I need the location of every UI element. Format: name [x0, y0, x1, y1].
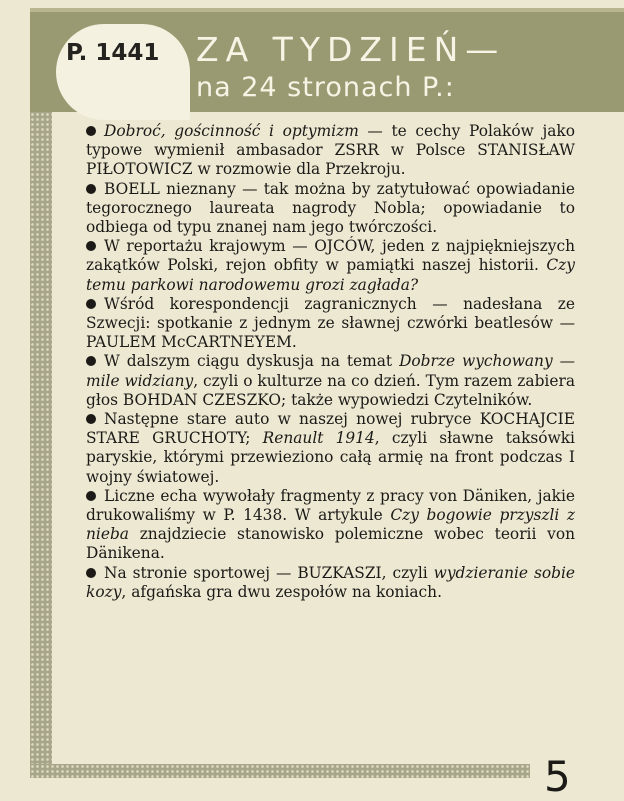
news-item: [86, 487, 575, 564]
issue-badge: [56, 24, 190, 120]
italic-phrase: Renault 1914: [262, 429, 375, 448]
news-item: [86, 410, 575, 487]
text-run: znajdziecie stanowisko polemiczne wobec teorii von Dänikena.: [86, 525, 575, 563]
page-number: 5: [544, 752, 571, 801]
text-run: , czyli sławne taksówki paryskie, którymi przewieziono całą armię na front podczas I wojny światowej.: [86, 429, 575, 486]
news-item: [86, 352, 575, 410]
bullet-icon: [86, 241, 96, 251]
italic-phrase: wydzieranie sobie kozy: [86, 563, 575, 601]
bullet-icon: [86, 299, 96, 309]
text-run: — te cechy Polaków jako typowe wymienił ambasador ZSRR w Polsce STANISŁAW PIŁOTOWICZ w rozmowie dla Przekroju.: [86, 122, 575, 179]
header-title: ZA TYDZIEŃ—: [196, 30, 506, 69]
italic-phrase: Czy temu parkowi narodowemu grozi zagłada?: [86, 256, 575, 294]
news-item: [86, 180, 575, 238]
header-subtitle: na 24 stronach P.:: [196, 72, 455, 103]
bullet-icon: [86, 184, 96, 194]
news-item: [86, 122, 575, 180]
text-run: W dalszym ciągu dyskusja na temat: [104, 352, 400, 371]
italic-phrase: Dobrze wychowany — mile widziany: [86, 352, 575, 390]
italic-phrase: Dobroć, gościnność i optymizm: [104, 122, 359, 140]
bullet-icon: [86, 356, 96, 366]
news-item: [86, 295, 575, 353]
text-run: , afgańska gra dwu zespołów na koniach.: [121, 582, 442, 601]
bullet-icon: [86, 414, 96, 424]
perforated-bottom-strip: [30, 764, 530, 778]
text-run: Liczne echa wywołały fragmenty z pracy von Däniken, jakie drukowaliśmy w P. 1438. W artykule: [86, 486, 575, 525]
text-run: Na stronie sportowej — BUZKASZI, czyli: [104, 563, 434, 582]
text-run: Wśród korespondencji zagranicznych — nadesłana ze Szwecji: spotkanie z jednym ze sławnej czwórki beatlesów — PAULEM McCARTNEYEM.: [86, 294, 575, 352]
text-run: BOELL nieznany — tak można by zatytułować opowiadanie tegorocznego laureata nagrody Nobla; opowiadanie to odbiega od typu znanej nam jego twórczości.: [86, 179, 575, 237]
article-body: [86, 122, 575, 602]
italic-phrase: Czy bogowie przyszli z nieba: [86, 506, 576, 544]
perforated-left-strip: [30, 112, 52, 772]
bullet-icon: [86, 568, 96, 578]
bullet-icon: [86, 491, 96, 501]
text-run: , czyli o kulturze na co dzień. Tym razem zabiera głos BOHDAN CZESZKO; także wypowiedzi Czytelników.: [86, 371, 576, 409]
news-item: [86, 564, 575, 602]
text-run: Następne stare auto w naszej nowej rubryce KOCHAJCIE STARE GRUCHOTY;: [86, 410, 575, 448]
text-run: W reportażu krajowym — OJCÓW, jeden z najpiękniejszych zakątków Polski, rejon obfity w pamiątki naszej historii.: [86, 237, 575, 275]
news-item: [86, 237, 575, 295]
issue-number: P. 1441: [66, 40, 160, 66]
bullet-icon: [86, 126, 96, 136]
